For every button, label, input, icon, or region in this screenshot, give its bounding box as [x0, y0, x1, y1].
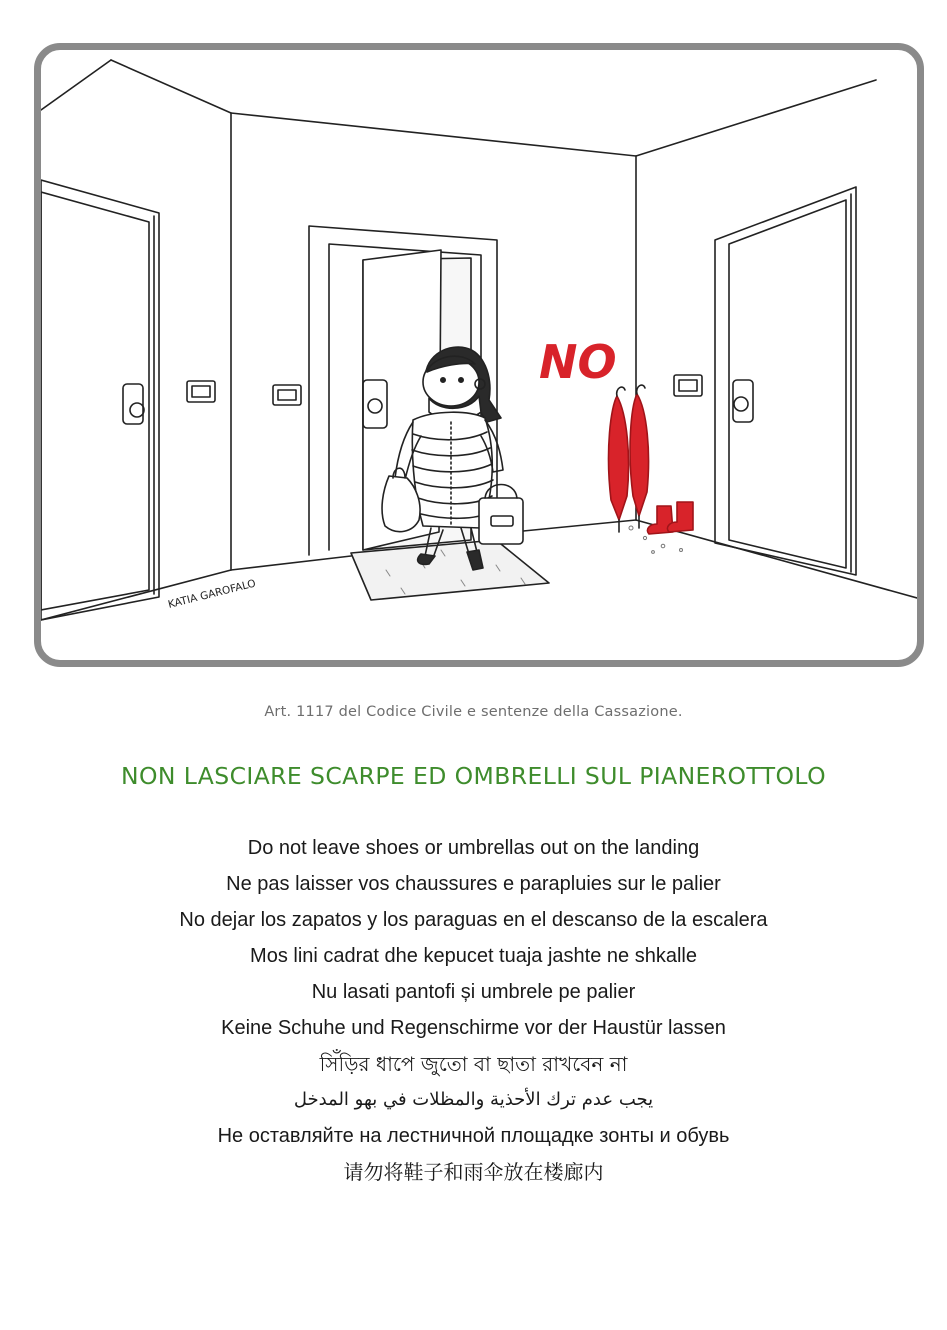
right-door [674, 187, 856, 575]
translation-bengali: সিঁড়ির ধাপে জুতো বা ছাতা রাখবেন না [319, 1052, 628, 1076]
red-umbrellas [609, 385, 649, 532]
landing-illustration [41, 50, 917, 660]
translation-chinese: 请勿将鞋子和雨伞放在楼廊内 [343, 1160, 604, 1184]
no-mark: NO [539, 335, 617, 389]
illustration-frame [34, 43, 924, 667]
translation-romanian: Nu lasati pantofi și umbrele pe palier [311, 981, 636, 1003]
translation-german: Keine Schuhe und Regenschirme vor der Haustür lassen [221, 1017, 726, 1039]
legal-reference-caption: Art. 1117 del Codice Civile e sentenze della Cassazione. [264, 704, 683, 720]
translation-russian: Не оставляйте на лестничной площадке зонты и обувь [217, 1125, 730, 1147]
translation-english: Do not leave shoes or umbrellas out on the landing [247, 837, 700, 859]
translations-list [0, 834, 947, 1194]
artist-signature: KATIA GAROFALO [166, 577, 258, 611]
translation-french: Ne pas laisser vos chaussures e parapluies sur le palier [226, 873, 721, 895]
translation-albanian: Mos lini cadrat dhe kepucet tuaja jashte ne shkalle [250, 945, 697, 967]
red-boots [647, 502, 693, 534]
translation-spanish: No dejar los zapatos y los paraguas en el descanso de la escalera [179, 909, 768, 931]
left-door [41, 180, 215, 620]
page-headline: NON LASCIARE SCARPE ED OMBRELLI SUL PIANEROTTOLO [121, 762, 826, 790]
translation-arabic: يجب عدم ترك الأحذية والمظلات في بهو المدخل [293, 1089, 654, 1110]
